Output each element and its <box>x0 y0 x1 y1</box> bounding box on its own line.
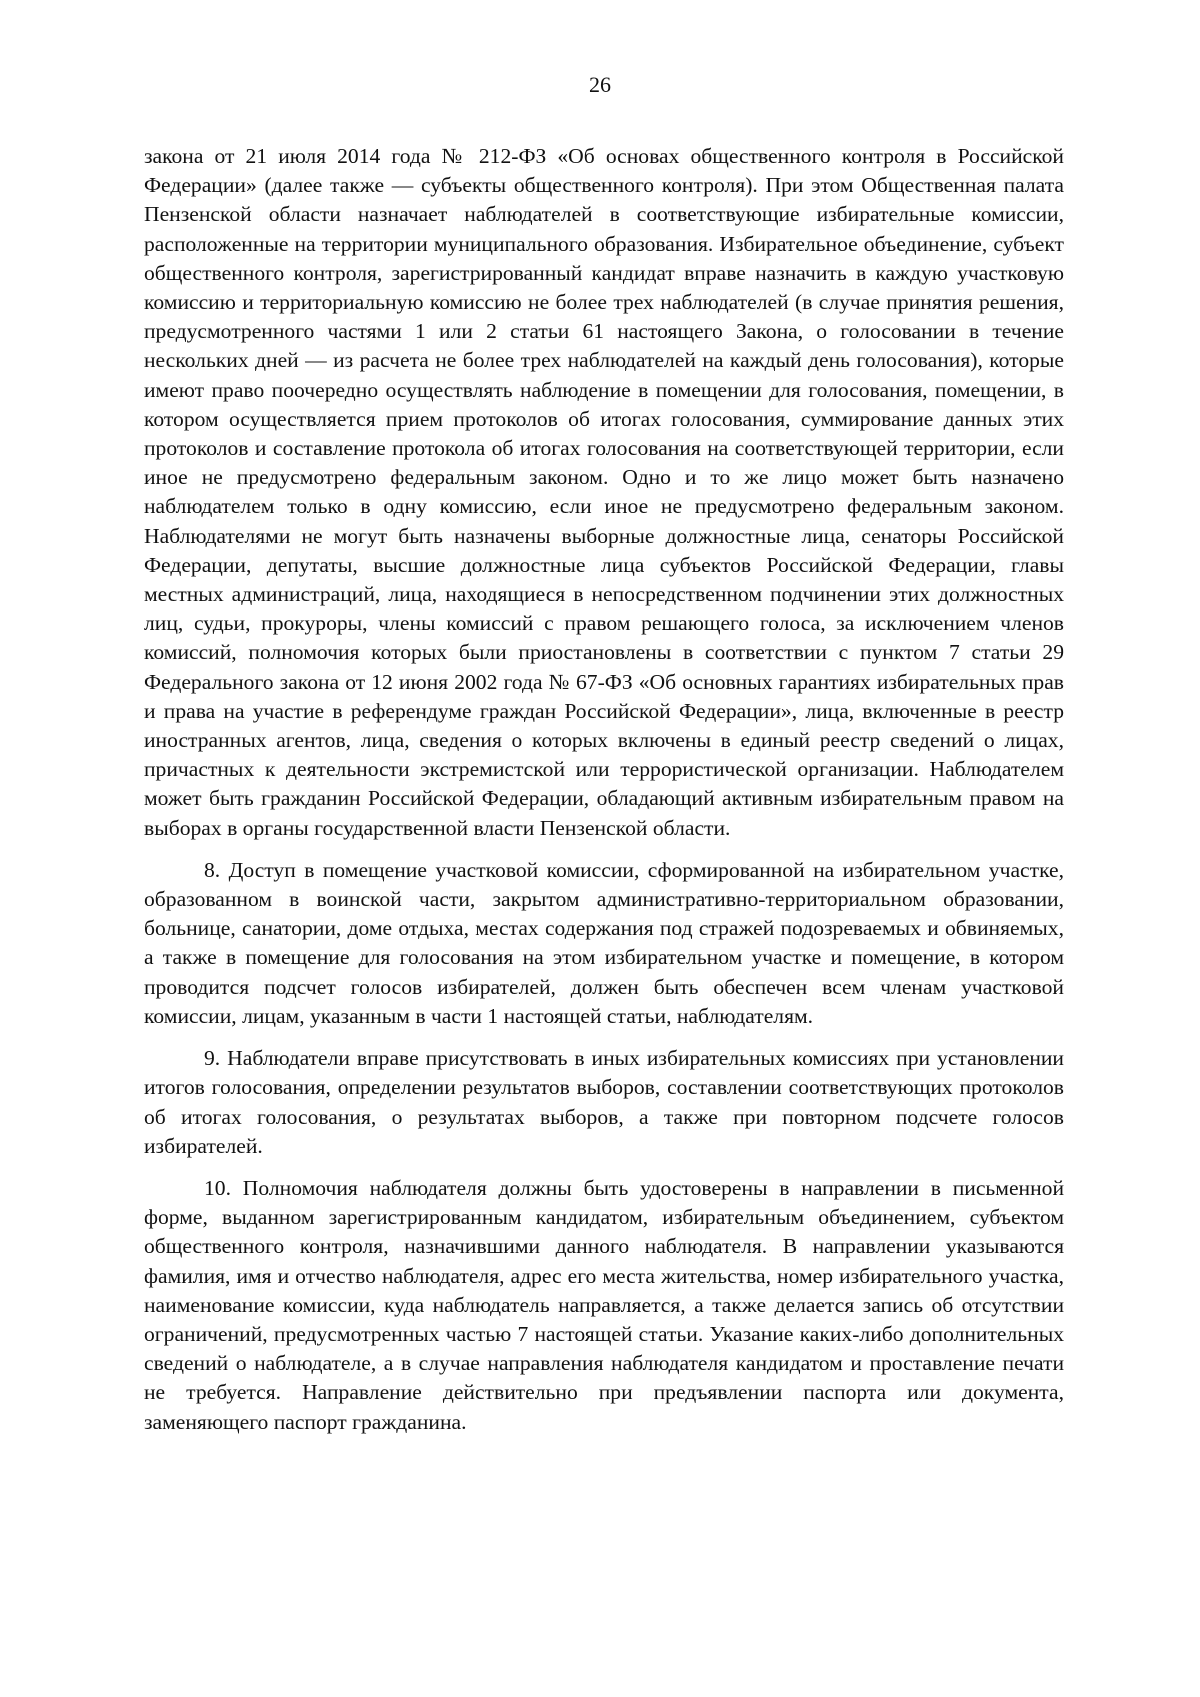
paragraph-9: 9. Наблюдатели вправе присутствовать в иных избирательных комиссиях при установлении итогов голосования, определении результатов выборов, составлении соответствующих протоколов об итогах голосования, о результатах выборов, а также при повторном подсчете голосов избирателей. <box>144 1046 1064 1158</box>
page-number: 26 <box>589 72 611 97</box>
document-body <box>144 142 1064 1437</box>
paragraph-8: 8. Доступ в помещение участковой комиссии, сформированной на избирательном участке, образованном в воинской части, закрытом административно-территориальном образовании, больнице, санатории, доме отдыха, местах содержания под стражей подозреваемых и обвиняемых, а также в помещение для голосования на этом избирательном участке и помещение, в котором проводится подсчет голосов избирателей, должен быть обеспечен всем членам участковой комиссии, лицам, указанным в части 1 настоящей статьи, наблюдателям. <box>144 857 1064 1028</box>
paragraph-continued: закона от 21 июля 2014 года № 212-ФЗ «Об основах общественного контроля в Российской Федерации» (далее также — субъекты общественного контроля). При этом Общественная палата Пензенской области назначает наблюдателей в соответствующие избирательные комиссии, расположенные на территории муниципального образования. Избирательное объединение, субъект общественного контроля, зарегистрированный кандидат вправе назначить в каждую участковую комиссию и территориальную комиссию не более трех наблюдателей (в случае принятия решения, предусмотренного частями 1 или 2 статьи 61 настоящего Закона, о голосовании в течение нескольких дней — из расчета не более трех наблюдателей на каждый день голосования), которые имеют право поочередно осуществлять наблюдение в помещении для голосования, помещении, в котором осуществляется прием протоколов об итогах голосования, суммирование данных этих протоколов и составление протокола об итогах голосования на соответствующей территории, если иное не предусмотрено федеральным законом. Одно и то же лицо может быть назначено наблюдателем только в одну комиссию, если иное не предусмотрено федеральным законом. Наблюдателями не могут быть назначены выборные должностные лица, сенаторы Российской Федерации, депутаты, высшие должностные лица субъектов Российской Федерации, главы местных администраций, лица, находящиеся в непосредственном подчинении этих должностных лиц, судьи, прокуроры, члены комиссий с правом решающего голоса, за исключением членов комиссий, полномочия которых были приостановлены в соответствии с пунктом 7 статьи 29 Федерального закона от 12 июня 2002 года № 67-ФЗ «Об основных гарантиях избирательных прав и права на участие в референдуме граждан Российской Федерации», лица, включенные в реестр иностранных агентов, лица, сведения о которых включены в единый реестр сведений о лицах, причастных к деятельности экстремистской или террористической организации. Наблюдателем может быть гражданин Российской Федерации, обладающий активным избирательным правом на выборах в органы государственной власти Пензенской области. <box>144 144 1064 840</box>
paragraph-10: 10. Полномочия наблюдателя должны быть удостоверены в направлении в письменной форме, выданном зарегистрированным кандидатом, избирательным объединением, субъектом общественного контроля, назначившими данного наблюдателя. В направлении указываются фамилия, имя и отчество наблюдателя, адрес его места жительства, номер избирательного участка, наименование комиссии, куда наблюдатель направляется, а также делается запись об отсутствии ограничений, предусмотренных частью 7 настоящей статьи. Указание каких-либо дополнительных сведений о наблюдателе, а в случае направления наблюдателя кандидатом и проставление печати не требуется. Направление действительно при предъявлении паспорта или документа, заменяющего паспорт гражданина. <box>144 1175 1064 1434</box>
